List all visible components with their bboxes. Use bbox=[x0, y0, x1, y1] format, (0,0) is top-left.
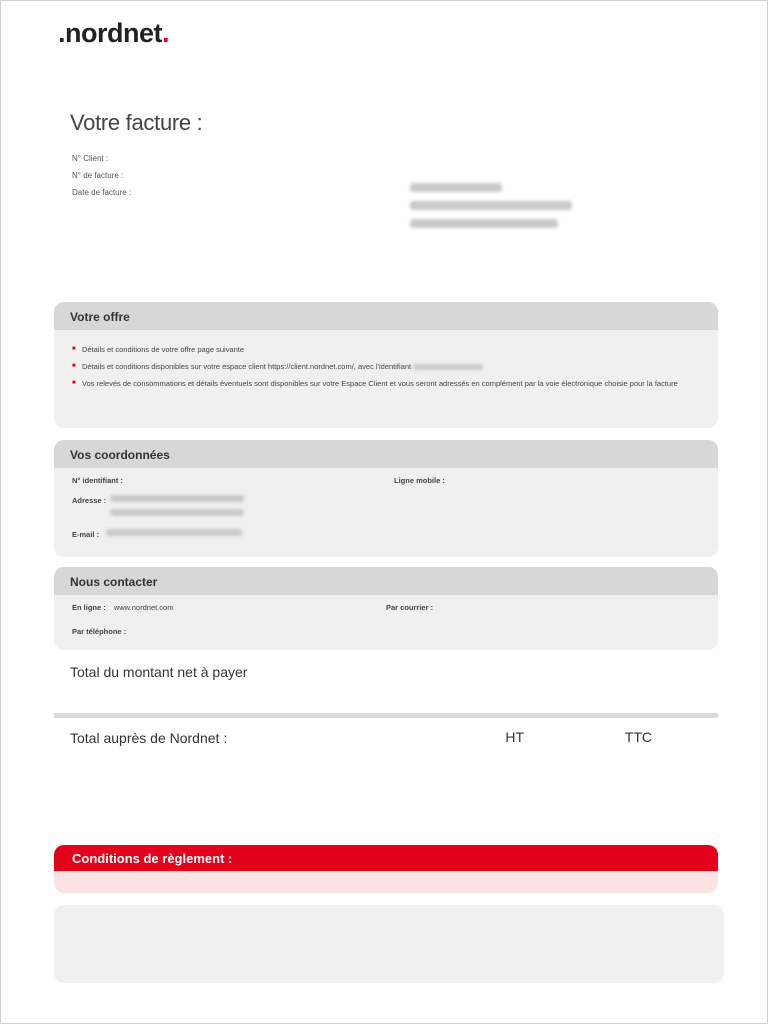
contact-header: Nous contacter bbox=[54, 567, 718, 595]
offer-bullet-3: ■ Vos relevés de consommations et détails éventuels sont disponibles sur votre Espace Client et vous seront adressés en complément par la voie électronique choisie pour la facture bbox=[72, 378, 702, 389]
invoice-date-label: Date de facture : bbox=[72, 188, 132, 197]
legal-notice bbox=[54, 905, 724, 983]
invoice-date-row bbox=[72, 184, 131, 201]
mobile-line-label: Ligne mobile : bbox=[394, 476, 445, 485]
nordnet-total-label: Total auprès de Nordnet : bbox=[70, 730, 228, 746]
invoice-meta bbox=[72, 150, 131, 201]
ht-header: HT bbox=[505, 729, 524, 745]
offer-bullet-2: ■ Détails et conditions disponibles sur votre espace client https://client.nordnet.com/, avec l'identifiant bbox=[72, 361, 702, 372]
contact-section bbox=[54, 567, 718, 650]
online-link[interactable]: www.nordnet.com bbox=[113, 603, 174, 612]
recipient-address-redacted bbox=[410, 183, 572, 237]
mail-label: Par courrier : bbox=[386, 603, 434, 612]
online-label: En ligne : bbox=[72, 603, 106, 612]
identifier-label: N° identifiant : bbox=[72, 476, 123, 485]
address-label: Adresse : bbox=[72, 496, 107, 505]
offer-bullet-1: ■ Détails et conditions de votre offre page suivante bbox=[72, 344, 702, 355]
offer-section bbox=[54, 302, 718, 428]
net-total-block bbox=[70, 664, 660, 704]
totals-divider bbox=[54, 713, 718, 718]
invoice-number-label: N° de facture : bbox=[72, 171, 124, 180]
offer-header: Votre offre bbox=[54, 302, 718, 330]
coordinates-header: Vos coordonnées bbox=[54, 440, 718, 468]
phone-label: Par téléphone : bbox=[72, 627, 127, 636]
ttc-header: TTC bbox=[624, 729, 652, 745]
email-label: E-mail : bbox=[72, 530, 100, 539]
payment-conditions-text bbox=[54, 871, 718, 893]
client-number-row bbox=[72, 150, 131, 167]
payment-conditions-header: Conditions de règlement : bbox=[54, 845, 718, 871]
client-number-label: N° Client : bbox=[72, 154, 109, 163]
net-total-label: Total du montant net à payer bbox=[70, 664, 248, 680]
offer-bullets bbox=[72, 344, 702, 389]
invoice-title: Votre facture : bbox=[70, 110, 203, 135]
coordinates-section bbox=[54, 440, 718, 557]
nordnet-logo: .nordnet. bbox=[58, 18, 170, 48]
invoice-number-row bbox=[72, 167, 131, 184]
